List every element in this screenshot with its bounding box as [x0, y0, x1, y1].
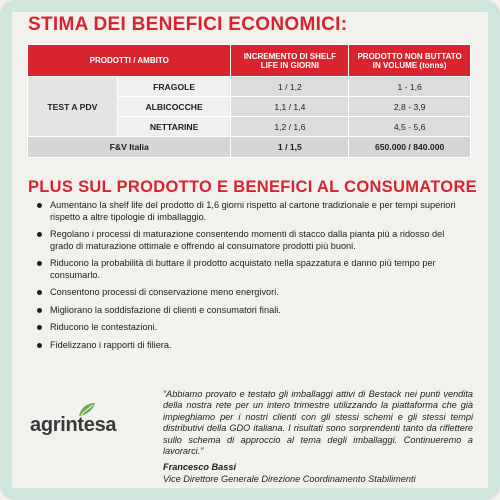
bullet-icon — [37, 203, 42, 208]
quote-author-role: Vice Direttore Generale Direzione Coordinamento Stabilimenti — [163, 473, 416, 484]
table-row — [28, 77, 471, 97]
list-item-text: Fidelizzano i rapporti di filiera. — [50, 339, 172, 350]
list-item-text: Migliorano la soddisfazione di clienti e consumatori finali. — [50, 304, 281, 315]
bullet-icon — [37, 290, 42, 295]
header-products: PRODOTTI / AMBITO — [28, 45, 231, 77]
quote-text: “Abbiamo provato e testato gli imballaggi attivi di Bestack nei punti vendita della nostra rete per un intero trimestre utilizzando la piattaforma che già impieghiamo per i nostri clienti con gli stessi schemi e gli stessi tempi distributivi della GDO italiana. I risultati sono sorprendenti tanto da riflettere sullo schema di approccio al tema degli imballaggi. Continueremo a lavorarci.” — [163, 389, 473, 457]
list-item-text: Riducono le contestazioni. — [50, 322, 158, 332]
agrintesa-logo — [30, 402, 140, 446]
section-title-economic-benefits: STIMA DEI BENEFICI ECONOMICI: — [28, 14, 348, 35]
list-item — [36, 322, 470, 334]
total-shelf-life: 1 / 1,5 — [231, 137, 349, 158]
shelf-life-value: 1 / 1,2 — [231, 77, 349, 97]
list-item-text: Consentono processi di conservazione meno energivori. — [50, 287, 279, 297]
quote-author: Francesco Bassi — [163, 462, 237, 473]
product-name: ALBICOCCHE — [117, 97, 231, 117]
section-title-consumer-benefits: PLUS SUL PRODOTTO E BENEFICI AL CONSUMATORE — [28, 178, 477, 196]
bullet-icon — [37, 308, 42, 313]
header-volume: PRODOTTO NON BUTTATO IN VOLUME (tonns) — [349, 45, 471, 77]
volume-value: 4,5 - 5,6 — [349, 117, 471, 137]
product-name: NETTARINE — [117, 117, 231, 137]
benefits-list — [36, 200, 470, 357]
total-label: F&V Italia — [28, 137, 231, 158]
testimonial — [163, 389, 473, 485]
bullet-icon — [37, 261, 42, 266]
benefits-table — [27, 44, 471, 158]
list-item — [36, 305, 470, 317]
list-item — [36, 229, 470, 252]
list-item-text: Aumentano la shelf life del prodotto di 1,6 giorni rispetto al cartone tradizionale e per tempi superiori rispetto a altre tipologie di imballaggio. — [50, 200, 456, 222]
shelf-life-value: 1,1 / 1,4 — [231, 97, 349, 117]
table-header-row — [28, 45, 471, 77]
shelf-life-value: 1,2 / 1,6 — [231, 117, 349, 137]
total-volume: 650.000 / 840.000 — [349, 137, 471, 158]
bullet-icon — [37, 343, 42, 348]
list-item-text: Riducono la probabilità di buttare il prodotto acquistato nella spazzatura e danno più tempo per consumarlo. — [50, 258, 436, 280]
list-item — [36, 200, 470, 223]
product-name: FRAGOLE — [117, 77, 231, 97]
table-total-row — [28, 137, 471, 158]
list-item — [36, 287, 470, 299]
list-item — [36, 258, 470, 281]
list-item — [36, 340, 470, 352]
volume-value: 2,8 - 3,9 — [349, 97, 471, 117]
group-label: TEST A PDV — [28, 77, 118, 137]
header-shelf-life: INCREMENTO DI SHELF LIFE IN GIORNI — [231, 45, 349, 77]
logo-text: agrintesa — [30, 414, 117, 436]
bullet-icon — [37, 232, 42, 237]
bullet-icon — [37, 325, 42, 330]
list-item-text: Regolano i processi di maturazione consentendo momenti di stacco dalla pianta più a ridosso del grado di maturazione ottimale e offrendo al consumatore prodotti più buoni. — [50, 229, 445, 251]
volume-value: 1 - 1,6 — [349, 77, 471, 97]
